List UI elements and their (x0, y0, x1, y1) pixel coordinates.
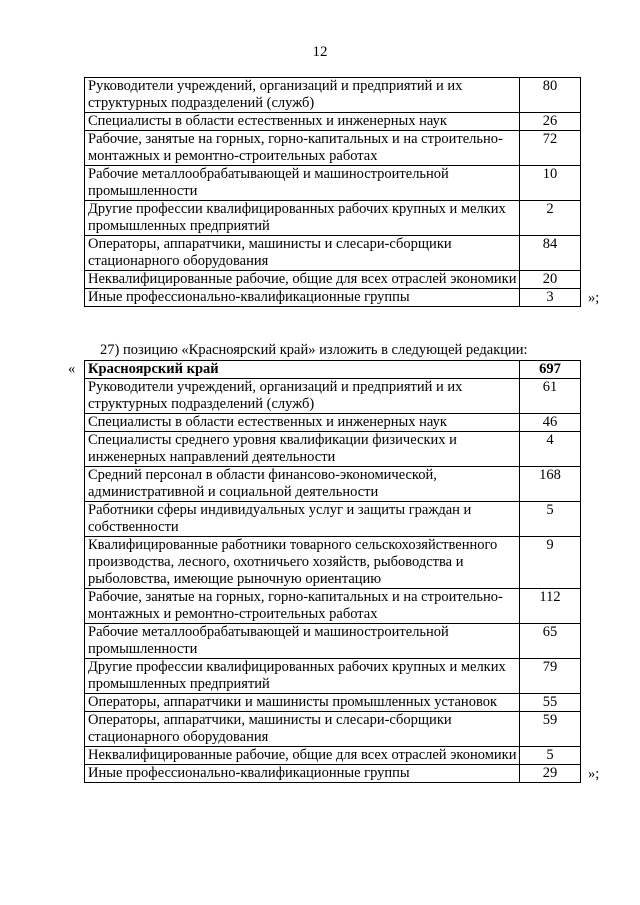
occupation-label: Руководители учреждений, организаций и предприятий и их структурных подразделений (служб) (85, 379, 520, 414)
occupation-label: Специалисты в области естественных и инженерных наук (85, 113, 520, 131)
occupation-count: 79 (520, 659, 581, 694)
region-heading-row (85, 361, 581, 379)
occupation-count: 55 (520, 694, 581, 712)
occupation-label: Рабочие металлообрабатывающей и машиностроительной промышленности (85, 166, 520, 201)
table-row (85, 236, 581, 271)
occupation-label: Квалифицированные работники товарного сельскохозяйственного производства, лесного, охотничьего хозяйств, рыбоводства и рыболовства, имеющие рыночную ориентацию (85, 537, 520, 589)
occupation-count: 4 (520, 432, 581, 467)
opening-quote-2: « (68, 361, 76, 377)
table-row (85, 765, 581, 783)
occupation-count: 5 (520, 502, 581, 537)
occupation-count: 20 (520, 271, 581, 289)
occupation-count: 80 (520, 78, 581, 113)
table-row (85, 289, 581, 307)
occupation-label: Специалисты в области естественных и инженерных наук (85, 414, 520, 432)
occupation-count: 3 (520, 289, 581, 307)
occupation-label: Работники сферы индивидуальных услуг и защиты граждан и собственности (85, 502, 520, 537)
table-row (85, 78, 581, 113)
occupation-count: 61 (520, 379, 581, 414)
closing-quote-2: »; (588, 766, 600, 782)
occupation-table-krasnoyarsk-body (85, 361, 581, 783)
table-row (85, 271, 581, 289)
table-row (85, 502, 581, 537)
occupation-label: Средний персонал в области финансово-экономической, административной и социальной деятельности (85, 467, 520, 502)
table-row (85, 712, 581, 747)
occupation-label: Неквалифицированные рабочие, общие для всех отраслей экономики (85, 747, 520, 765)
occupation-count: 65 (520, 624, 581, 659)
occupation-count: 10 (520, 166, 581, 201)
table-row (85, 113, 581, 131)
occupation-count: 5 (520, 747, 581, 765)
table-row (85, 201, 581, 236)
table-row (85, 537, 581, 589)
occupation-label: Специалисты среднего уровня квалификации физических и инженерных направлений деятельности (85, 432, 520, 467)
table-row (85, 467, 581, 502)
occupation-label: Операторы, аппаратчики и машинисты промышленных установок (85, 694, 520, 712)
region-name: Красноярский край (85, 361, 520, 379)
occupation-count: 72 (520, 131, 581, 166)
table-row (85, 414, 581, 432)
occupation-count: 112 (520, 589, 581, 624)
occupation-count: 9 (520, 537, 581, 589)
occupation-label: Другие профессии квалифицированных рабочих крупных и мелких промышленных предприятий (85, 201, 520, 236)
occupation-label: Рабочие металлообрабатывающей и машиностроительной промышленности (85, 624, 520, 659)
occupation-count: 59 (520, 712, 581, 747)
occupation-label: Иные профессионально-квалификационные группы (85, 765, 520, 783)
occupation-label: Операторы, аппаратчики, машинисты и слесари-сборщики стационарного оборудования (85, 712, 520, 747)
occupation-count: 84 (520, 236, 581, 271)
region-total: 697 (520, 361, 581, 379)
table-row (85, 747, 581, 765)
table-row (85, 432, 581, 467)
page-number: 12 (312, 44, 328, 60)
amendment-paragraph: 27) позицию «Красноярский край» изложить в следующей редакции: (100, 342, 528, 358)
closing-quote-1: »; (588, 290, 600, 306)
occupation-table-1 (84, 77, 581, 307)
occupation-count: 2 (520, 201, 581, 236)
occupation-label: Иные профессионально-квалификационные группы (85, 289, 520, 307)
table-row (85, 131, 581, 166)
occupation-count: 26 (520, 113, 581, 131)
table-row (85, 379, 581, 414)
table-row (85, 589, 581, 624)
occupation-label: Рабочие, занятые на горных, горно-капитальных и на строительно-монтажных и ремонтно-строительных работах (85, 589, 520, 624)
table-row (85, 166, 581, 201)
occupation-table-krasnoyarsk (84, 360, 581, 783)
occupation-count: 46 (520, 414, 581, 432)
occupation-count: 168 (520, 467, 581, 502)
table-row (85, 624, 581, 659)
occupation-label: Другие профессии квалифицированных рабочих крупных и мелких промышленных предприятий (85, 659, 520, 694)
occupation-count: 29 (520, 765, 581, 783)
occupation-table-1-body (85, 78, 581, 307)
table-row (85, 694, 581, 712)
table-row (85, 659, 581, 694)
occupation-label: Неквалифицированные рабочие, общие для всех отраслей экономики (85, 271, 520, 289)
occupation-label: Операторы, аппаратчики, машинисты и слесари-сборщики стационарного оборудования (85, 236, 520, 271)
occupation-label: Руководители учреждений, организаций и предприятий и их структурных подразделений (служб) (85, 78, 520, 113)
occupation-label: Рабочие, занятые на горных, горно-капитальных и на строительно-монтажных и ремонтно-строительных работах (85, 131, 520, 166)
